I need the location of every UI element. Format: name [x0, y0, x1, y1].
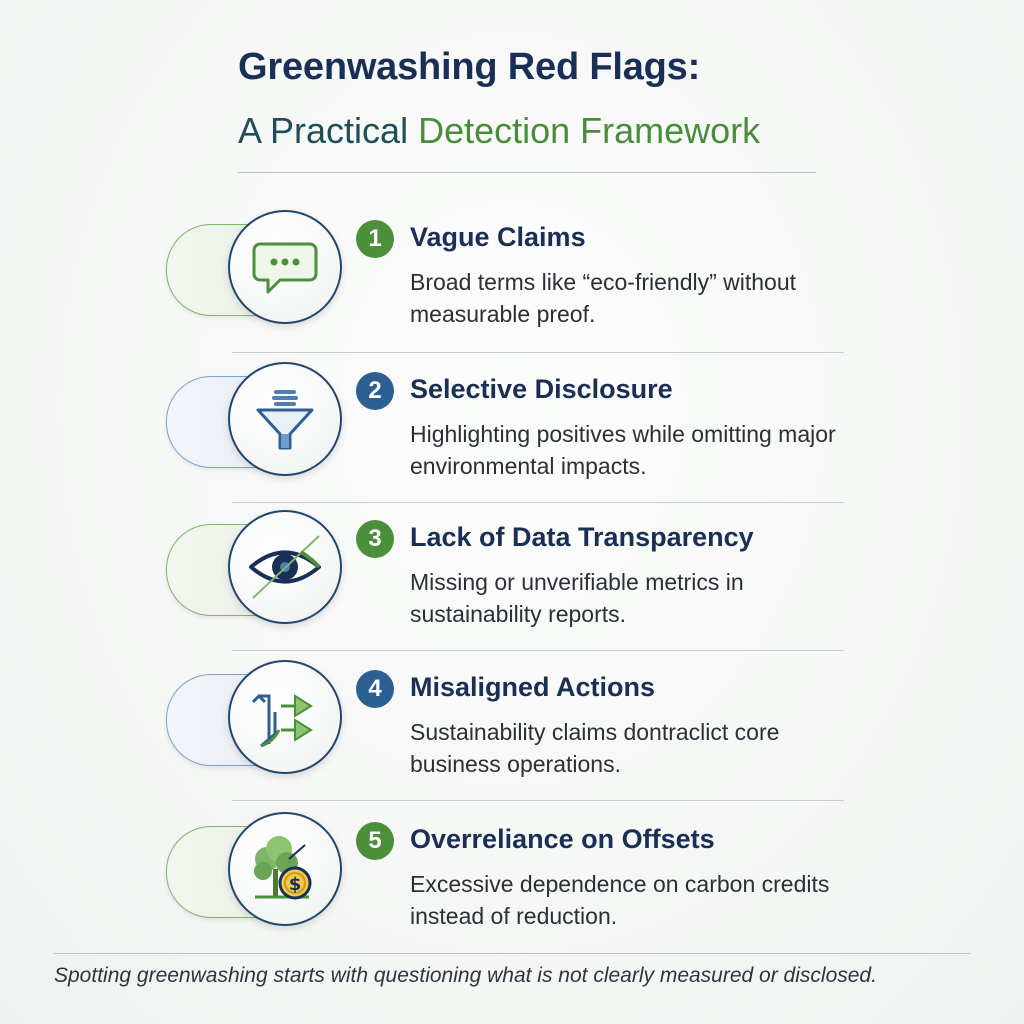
item-5-icon-disc [228, 812, 342, 926]
page-subtitle [238, 110, 760, 152]
item-divider-4 [232, 800, 844, 801]
item-divider-1 [232, 352, 844, 353]
item-2-description: Highlighting positives while omitting major environmental impacts. [410, 421, 836, 479]
tree-coin-icon [245, 829, 325, 909]
item-3-description: Missing or unverifiable metrics in sustainability reports. [410, 569, 744, 627]
red-flag-item-5 [160, 812, 860, 952]
item-divider-2 [232, 502, 844, 503]
item-3-icon-disc [228, 510, 342, 624]
page-title: Greenwashing Red Flags: [238, 46, 701, 88]
item-5-description: Excessive dependence on carbon credits instead of reduction. [410, 871, 830, 929]
item-3-number-badge: 3 [356, 520, 394, 558]
item-5-heading: Overreliance on Offsets [410, 824, 715, 854]
item-1-icon-disc [228, 210, 342, 324]
red-flag-item-1 [160, 210, 860, 350]
subtitle-part-2: Detection Framework [418, 110, 761, 151]
item-4-description: Sustainability claims dontraclict core business operations. [410, 719, 780, 777]
item-1-heading: Vague Claims [410, 222, 586, 252]
title-divider [238, 172, 816, 173]
item-2-icon-disc [228, 362, 342, 476]
subtitle-part-1: A Practical [238, 110, 419, 151]
item-2-number-badge: 2 [356, 372, 394, 410]
footer-divider [54, 953, 970, 954]
item-4-number-badge: 4 [356, 670, 394, 708]
footer-note: Spotting greenwashing starts with questioning what is not clearly measured or disclosed. [54, 964, 877, 987]
item-4-heading: Misaligned Actions [410, 672, 656, 702]
item-divider-3 [232, 650, 844, 651]
red-flag-item-2 [160, 362, 860, 502]
item-1-description: Broad terms like “eco-friendly” without measurable preof. [410, 269, 797, 327]
item-1-number-badge: 1 [356, 220, 394, 258]
red-flag-item-3 [160, 510, 860, 650]
item-2-heading: Selective Disclosure [410, 374, 673, 404]
item-4-icon-disc [228, 660, 342, 774]
item-5-number-badge: 5 [356, 822, 394, 860]
speech-bubble-icon [250, 232, 320, 302]
red-flag-item-4 [160, 660, 860, 800]
funnel-filter-icon [250, 384, 320, 454]
eye-icon [245, 532, 325, 602]
svg-text:$: $ [288, 874, 302, 895]
diverging-arrows-icon [247, 682, 323, 752]
item-3-heading: Lack of Data Transparency [410, 522, 754, 552]
